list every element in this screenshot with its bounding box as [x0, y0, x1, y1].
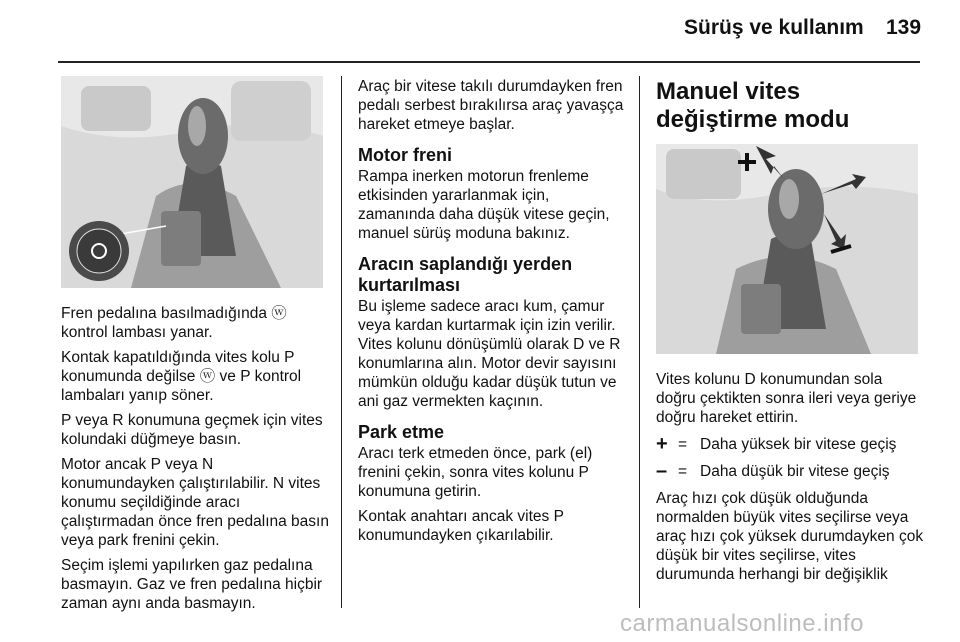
paragraph: Kontak kapatıldığında vites kolu P konumunda değilse ⓦ ve P kontrol lambaları yanıp söner. [61, 349, 302, 404]
paragraph: Vites kolunu D konumundan sola doğru çektikten sonra ileri veya geriye doğru hareket ettirin. [656, 371, 917, 426]
paragraph: Araç bir vitese takılı durumdayken fren pedalı serbest bırakılırsa araç yavaşça hareket etmeye başlar. [358, 78, 624, 133]
section-title: Manuel vites değiştirme modu [656, 78, 850, 133]
section-heading: Aracın saplandığı yerden kurtarılması [358, 254, 573, 295]
header-divider [58, 61, 920, 63]
gear-down-row [656, 462, 924, 481]
section-heading: Park etme [358, 422, 445, 442]
gear-lever-photo [61, 76, 323, 288]
plus-icon: + [656, 433, 668, 455]
paragraph: P veya R konumuna geçmek için vites kolundaki düğmeye basın. [61, 412, 323, 448]
column-divider-left [341, 76, 342, 608]
gear-up-text: Daha yüksek bir vitese geçiş [700, 436, 897, 453]
equals-sign: = [678, 463, 688, 480]
page-number: 139 [886, 16, 922, 39]
gear-up-row [656, 435, 924, 454]
watermark: carmanualsonline.info [620, 610, 864, 637]
column-left [61, 76, 329, 619]
paragraph: Kontak anahtarı ancak vites P konumundayken çıkarılabilir. [358, 508, 564, 544]
section-heading: Motor freni [358, 145, 452, 165]
paragraph: Fren pedalına basılmadığında ⓦ kontrol lambası yanar. [61, 305, 287, 341]
paragraph: Motor ancak P veya N konumundayken çalıştırılabilir. N vites konumu seçildiğinde aracı çalıştırmadan önce fren pedalına basın veya park frenini çekin. [61, 456, 329, 549]
column-divider-right [639, 76, 640, 608]
paragraph: Rampa inerken motorun frenleme etkisinden yararlanmak için, zamanında daha düşük vitese geçin, manuel sürüş moduna bakınız. [358, 168, 610, 242]
paragraph: Bu işleme sadece aracı kum, çamur veya kardan kurtarmak için izin verilir. Vites kolunu dönüşümlü olarak D ve R konumlarına alın. Motor devir sayısını mümkün olduğu kadar düşük tutun ve ani gaz vermekten kaçının. [358, 298, 621, 410]
manual-mode-photo [656, 144, 918, 354]
equals-sign: = [678, 436, 688, 453]
paragraph: Seçim işlemi yapılırken gaz pedalına basmayın. Gaz ve fren pedalına hiçbir zaman aynı anda basmayın. [61, 557, 323, 612]
paragraph: Araç hızı çok düşük olduğunda normalden büyük vites seçilirse veya araç hızı çok yüksek durumdayken çok düşük bir vites seçilirse, vites durumunda herhangi bir değişiklik [656, 490, 924, 583]
column-right [656, 78, 924, 590]
paragraph: Aracı terk etmeden önce, park (el) frenini çekin, sonra vites kolunu P konumuna getirin. [358, 445, 593, 500]
header-title: Sürüş ve kullanım [684, 16, 864, 39]
minus-icon: – [656, 460, 668, 482]
column-middle [358, 77, 630, 551]
gear-down-text: Daha düşük bir vitese geçiş [700, 463, 890, 480]
